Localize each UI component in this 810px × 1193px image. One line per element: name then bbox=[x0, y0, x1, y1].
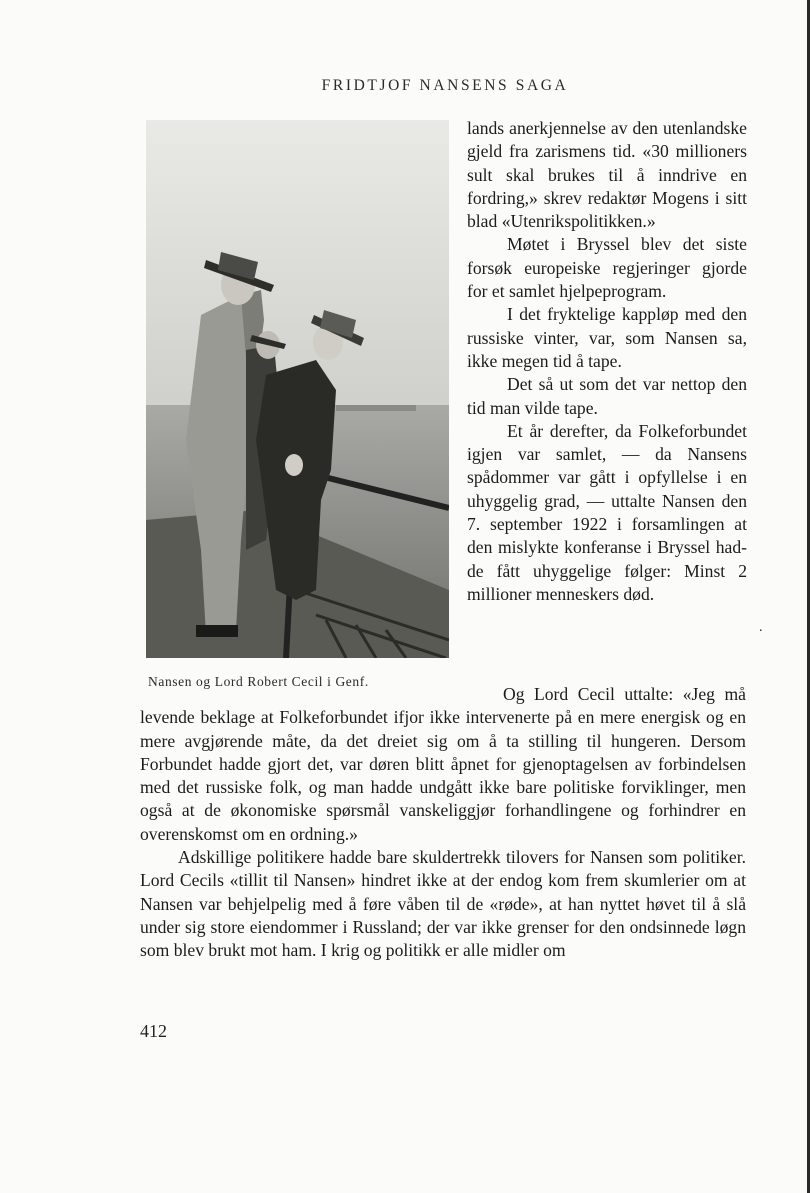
photo-illustration bbox=[146, 120, 449, 658]
stray-mark: . bbox=[759, 620, 763, 635]
paragraph: Og Lord Cecil uttalte: «Jeg må levende beklage at Folkeforbundet ifjor ikke intervenerte på en mere energisk og en mere avgjørende måte, da det dreiet sig om å ta stilling til hungeren. Dersom Forbundet hadde gjort det, var døren blitt åpnet for gjenoptagelsen av forbindelsen med det russiske folk, og man hadde undgått ikke bare politiske forviklinger, men også at de økonomiske spørsmål vanskeliggjør forhandlingene og forhindrer en overenskomst om en ordning.» bbox=[140, 684, 746, 844]
figure-caption: Nansen og Lord Robert Cecil i Genf. bbox=[148, 674, 369, 689]
paragraph: Adskillige politikere hadde bare skuldertrekk tilovers for Nansen som politiker. Lord Cecils «tillit til Nansen» hindret ikke at der endog kom frem skumlerier om at Nansen var behjelpelig med å føre våben til de «røde», at han nyttet høvet til å slå under sig store eiendommer i Russland; der var ikke grenser for den ondsinnede løgn som blev brukt mot ham. I krig og politikk er alle midler om bbox=[140, 847, 746, 961]
paragraph: Møtet i Bryssel blev det siste forsøk europeiske regjeringer gjorde for et samlet hjelpeprogram. bbox=[467, 234, 747, 302]
running-head: FRIDTJOF NANSENS SAGA bbox=[321, 77, 569, 94]
body-text bbox=[140, 683, 746, 963]
page-number: 412 bbox=[140, 1021, 167, 1041]
paragraph: Det så ut som det var nettop den tid man vilde tape. bbox=[467, 374, 747, 418]
paragraph: Et år derefter, da Folkeforbundet igjen var samlet, — da Nansens spådommer var gått i opfyllelse i en uhyggelig grad, — uttalte Nansen den 7. september 1922 i forsamlingen at den mislykte konferanse i Bryssel hadde fått uhyggelige følger: Minst 2 millioner menneskers død. bbox=[467, 420, 747, 604]
column-text bbox=[467, 117, 747, 606]
paragraph: lands anerkjennelse av den utenlandske gjeld fra zarismens tid. «30 millioners sult skal brukes til å inndrive en fordring,» skrev redaktør Mogens i sitt blad «Utenrikspolitikken.» bbox=[467, 118, 747, 232]
photo-nansen-and-cecil bbox=[146, 120, 449, 658]
paragraph: I det fryktelige kappløp med den russiske vinter, var, som Nansen sa, ikke megen tid å tape. bbox=[467, 304, 747, 371]
